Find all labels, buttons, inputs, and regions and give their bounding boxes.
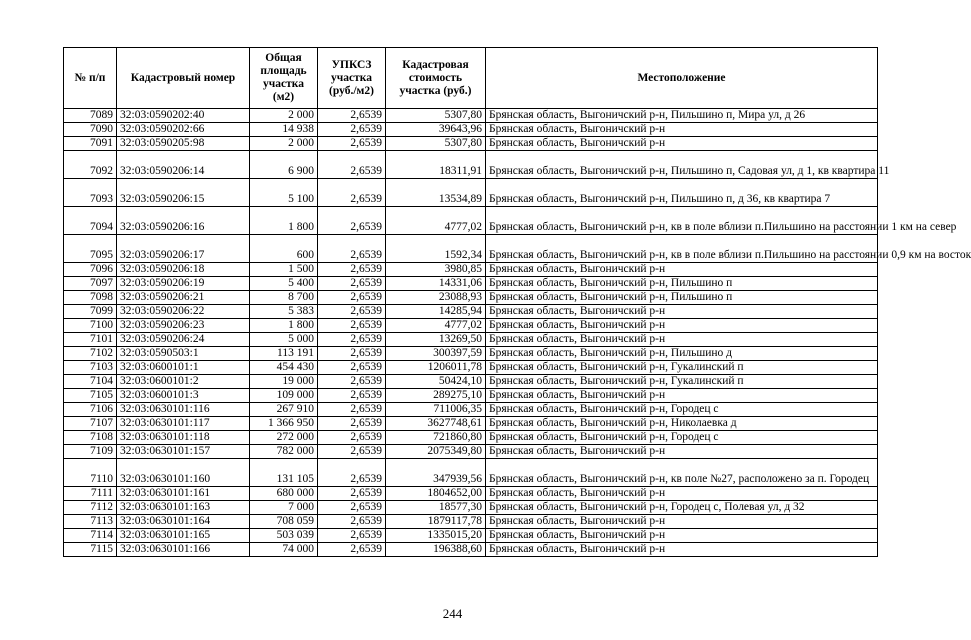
table-row [64, 389, 878, 403]
cell-area: 1 800 [250, 207, 318, 235]
table-row [64, 487, 878, 501]
cell-cadastral-number: 32:03:0590205:98 [117, 137, 250, 151]
cell-location: Брянская область, Выгоничский р-н [486, 333, 878, 347]
table-row [64, 375, 878, 389]
header-upksz: УПКСЗ участка (руб./м2) [318, 48, 386, 109]
cell-cadastral-cost: 711006,35 [386, 403, 486, 417]
cell-location: Брянская область, Выгоничский р-н, Пильшино п [486, 277, 878, 291]
cell-cadastral-cost: 1804652,00 [386, 487, 486, 501]
cell-cadastral-cost: 13534,89 [386, 179, 486, 207]
cell-area: 113 191 [250, 347, 318, 361]
cell-upksz: 2,6539 [318, 501, 386, 515]
cell-area: 5 400 [250, 277, 318, 291]
cell-area: 19 000 [250, 375, 318, 389]
cell-location: Брянская область, Выгоничский р-н, Пильшино п, д 36, кв квартира 7 [486, 179, 878, 207]
cell-cadastral-cost: 4777,02 [386, 207, 486, 235]
cell-location: Брянская область, Выгоничский р-н, Пильшино п [486, 291, 878, 305]
cell-upksz: 2,6539 [318, 137, 386, 151]
cell-cadastral-cost: 1335015,20 [386, 529, 486, 543]
cell-num: 7095 [64, 235, 117, 263]
table-row [64, 291, 878, 305]
cell-cadastral-cost: 18577,30 [386, 501, 486, 515]
cell-location: Брянская область, Выгоничский р-н, кв в поле вблизи п.Пильшино на расстоянии 0,9 км на восток [486, 235, 878, 263]
cell-upksz: 2,6539 [318, 431, 386, 445]
cell-cadastral-cost: 14331,06 [386, 277, 486, 291]
header-cadastral-cost: Кадастровая стоимость участка (руб.) [386, 48, 486, 109]
cell-cadastral-cost: 13269,50 [386, 333, 486, 347]
cell-area: 131 105 [250, 459, 318, 487]
table-row [64, 417, 878, 431]
cell-upksz: 2,6539 [318, 543, 386, 557]
cell-cadastral-number: 32:03:0630101:166 [117, 543, 250, 557]
cell-location: Брянская область, Выгоничский р-н, кв в поле вблизи п.Пильшино на расстоянии 1 км на север [486, 207, 878, 235]
cell-cadastral-number: 32:03:0590206:16 [117, 207, 250, 235]
cell-area: 267 910 [250, 403, 318, 417]
cell-location: Брянская область, Выгоничский р-н, Пильшино п, Садовая ул, д 1, кв квартира 11 [486, 151, 878, 179]
table-row [64, 263, 878, 277]
table-row [64, 123, 878, 137]
cell-cadastral-number: 32:03:0590206:18 [117, 263, 250, 277]
cell-location: Брянская область, Выгоничский р-н [486, 445, 878, 459]
cell-location: Брянская область, Выгоничский р-н [486, 529, 878, 543]
table-row [64, 403, 878, 417]
cell-num: 7104 [64, 375, 117, 389]
header-cadastral-number: Кадастровый номер [117, 48, 250, 109]
cell-cadastral-number: 32:03:0590206:19 [117, 277, 250, 291]
cell-cadastral-number: 32:03:0630101:163 [117, 501, 250, 515]
cell-num: 7113 [64, 515, 117, 529]
cell-upksz: 2,6539 [318, 305, 386, 319]
cell-cadastral-number: 32:03:0630101:116 [117, 403, 250, 417]
cell-location: Брянская область, Выгоничский р-н, Гукалинский п [486, 375, 878, 389]
cell-area: 6 900 [250, 151, 318, 179]
cell-area: 5 383 [250, 305, 318, 319]
cell-cadastral-cost: 1206011,78 [386, 361, 486, 375]
cell-cadastral-cost: 50424,10 [386, 375, 486, 389]
cell-upksz: 2,6539 [318, 361, 386, 375]
cell-area: 14 938 [250, 123, 318, 137]
table-row [64, 235, 878, 263]
cell-area: 8 700 [250, 291, 318, 305]
cell-upksz: 2,6539 [318, 445, 386, 459]
cell-cadastral-number: 32:03:0590206:24 [117, 333, 250, 347]
cell-cadastral-number: 32:03:0630101:164 [117, 515, 250, 529]
cell-area: 708 059 [250, 515, 318, 529]
cell-area: 5 100 [250, 179, 318, 207]
cell-upksz: 2,6539 [318, 487, 386, 501]
table-row [64, 277, 878, 291]
cell-num: 7107 [64, 417, 117, 431]
cell-num: 7101 [64, 333, 117, 347]
table-body [64, 109, 971, 557]
cell-upksz: 2,6539 [318, 515, 386, 529]
cell-cadastral-number: 32:03:0630101:157 [117, 445, 250, 459]
cell-area: 1 366 950 [250, 417, 318, 431]
table-row [64, 305, 878, 319]
cell-cadastral-number: 32:03:0590206:15 [117, 179, 250, 207]
cell-cadastral-number: 32:03:0630101:118 [117, 431, 250, 445]
cell-cadastral-number: 32:03:0590202:40 [117, 109, 250, 123]
header-num: № п/п [64, 48, 117, 109]
cell-upksz: 2,6539 [318, 291, 386, 305]
cell-location: Брянская область, Выгоничский р-н [486, 487, 878, 501]
cell-location: Брянская область, Выгоничский р-н [486, 263, 878, 277]
cell-cadastral-cost: 3980,85 [386, 263, 486, 277]
cell-num: 7100 [64, 319, 117, 333]
table-row [64, 431, 878, 445]
cell-location: Брянская область, Выгоничский р-н [486, 137, 878, 151]
cell-location: Брянская область, Выгоничский р-н [486, 389, 878, 403]
cell-num: 7096 [64, 263, 117, 277]
cell-upksz: 2,6539 [318, 529, 386, 543]
cell-num: 7111 [64, 487, 117, 501]
table-row [64, 445, 878, 459]
cell-num: 7093 [64, 179, 117, 207]
cell-cadastral-number: 32:03:0630101:161 [117, 487, 250, 501]
cell-cadastral-number: 32:03:0590206:22 [117, 305, 250, 319]
cell-num: 7105 [64, 389, 117, 403]
cell-cadastral-number: 32:03:0590503:1 [117, 347, 250, 361]
cell-area: 454 430 [250, 361, 318, 375]
page-number: 244 [442, 606, 463, 621]
cell-cadastral-number: 32:03:0630101:160 [117, 459, 250, 487]
cell-upksz: 2,6539 [318, 207, 386, 235]
cell-cadastral-number: 32:03:0630101:117 [117, 417, 250, 431]
table-row [64, 347, 878, 361]
cell-location: Брянская область, Выгоничский р-н [486, 543, 878, 557]
cell-num: 7099 [64, 305, 117, 319]
cell-num: 7112 [64, 501, 117, 515]
cell-upksz: 2,6539 [318, 277, 386, 291]
cell-num: 7106 [64, 403, 117, 417]
header-area: Общая площадь участка (м2) [250, 48, 318, 109]
cell-cadastral-cost: 196388,60 [386, 543, 486, 557]
cell-area: 272 000 [250, 431, 318, 445]
cell-upksz: 2,6539 [318, 123, 386, 137]
cell-upksz: 2,6539 [318, 151, 386, 179]
cell-num: 7108 [64, 431, 117, 445]
cell-cadastral-number: 32:03:0590206:14 [117, 151, 250, 179]
table-row [64, 543, 878, 557]
table-row [64, 459, 878, 487]
cell-cadastral-number: 32:03:0600101:2 [117, 375, 250, 389]
cell-location: Брянская область, Выгоничский р-н, Городец с, Полевая ул, д 32 [486, 501, 878, 515]
cell-location: Брянская область, Выгоничский р-н [486, 123, 878, 137]
table-row [64, 137, 878, 151]
table-row [64, 109, 878, 123]
cell-upksz: 2,6539 [318, 109, 386, 123]
cell-num: 7103 [64, 361, 117, 375]
table-row [64, 529, 878, 543]
cell-upksz: 2,6539 [318, 375, 386, 389]
table-row [64, 501, 878, 515]
cell-num: 7109 [64, 445, 117, 459]
cell-upksz: 2,6539 [318, 417, 386, 431]
cell-area: 7 000 [250, 501, 318, 515]
cell-cadastral-cost: 721860,80 [386, 431, 486, 445]
header-location: Местоположение [486, 48, 878, 109]
cell-cadastral-cost: 2075349,80 [386, 445, 486, 459]
cell-num: 7115 [64, 543, 117, 557]
cell-area: 680 000 [250, 487, 318, 501]
cell-location: Брянская область, Выгоничский р-н [486, 515, 878, 529]
cell-upksz: 2,6539 [318, 459, 386, 487]
cell-location: Брянская область, Выгоничский р-н, кв поле №27, расположено за п. Городец [486, 459, 878, 487]
cell-cadastral-cost: 3627748,61 [386, 417, 486, 431]
cell-num: 7110 [64, 459, 117, 487]
table-row [64, 151, 878, 179]
table-header-row [64, 48, 878, 109]
cell-cadastral-number: 32:03:0590206:23 [117, 319, 250, 333]
cell-area: 109 000 [250, 389, 318, 403]
cell-upksz: 2,6539 [318, 403, 386, 417]
cell-cadastral-cost: 289275,10 [386, 389, 486, 403]
cell-location: Брянская область, Выгоничский р-н [486, 305, 878, 319]
cell-cadastral-number: 32:03:0590202:66 [117, 123, 250, 137]
cadastral-table [63, 47, 971, 557]
cell-cadastral-cost: 347939,56 [386, 459, 486, 487]
cell-area: 1 500 [250, 263, 318, 277]
cell-upksz: 2,6539 [318, 333, 386, 347]
cell-num: 7092 [64, 151, 117, 179]
cell-num: 7102 [64, 347, 117, 361]
cell-area: 2 000 [250, 109, 318, 123]
cell-location: Брянская область, Выгоничский р-н [486, 319, 878, 333]
cell-upksz: 2,6539 [318, 263, 386, 277]
table-row [64, 179, 878, 207]
cell-cadastral-cost: 1879117,78 [386, 515, 486, 529]
cell-num: 7097 [64, 277, 117, 291]
cell-location: Брянская область, Выгоничский р-н, Гукалинский п [486, 361, 878, 375]
table-row [64, 361, 878, 375]
cell-area: 782 000 [250, 445, 318, 459]
cell-cadastral-cost: 18311,91 [386, 151, 486, 179]
cell-cadastral-cost: 14285,94 [386, 305, 486, 319]
cell-upksz: 2,6539 [318, 389, 386, 403]
table-row [64, 333, 878, 347]
cell-cadastral-number: 32:03:0600101:1 [117, 361, 250, 375]
cell-cadastral-cost: 300397,59 [386, 347, 486, 361]
cell-upksz: 2,6539 [318, 319, 386, 333]
cell-area: 1 800 [250, 319, 318, 333]
cell-area: 74 000 [250, 543, 318, 557]
cell-cadastral-cost: 5307,80 [386, 109, 486, 123]
cell-cadastral-number: 32:03:0590206:21 [117, 291, 250, 305]
cell-num: 7091 [64, 137, 117, 151]
cell-num: 7114 [64, 529, 117, 543]
cell-num: 7094 [64, 207, 117, 235]
cell-cadastral-cost: 39643,96 [386, 123, 486, 137]
table-row [64, 207, 878, 235]
cell-cadastral-cost: 23088,93 [386, 291, 486, 305]
cell-cadastral-number: 32:03:0590206:17 [117, 235, 250, 263]
cell-num: 7089 [64, 109, 117, 123]
cell-cadastral-number: 32:03:0630101:165 [117, 529, 250, 543]
cell-location: Брянская область, Выгоничский р-н, Пильшино п, Мира ул, д 26 [486, 109, 878, 123]
table-row [64, 319, 878, 333]
cell-location: Брянская область, Выгоничский р-н, Пильшино д [486, 347, 878, 361]
cell-cadastral-cost: 5307,80 [386, 137, 486, 151]
cell-cadastral-number: 32:03:0600101:3 [117, 389, 250, 403]
cell-upksz: 2,6539 [318, 347, 386, 361]
cell-cadastral-cost: 1592,34 [386, 235, 486, 263]
cell-area: 600 [250, 235, 318, 263]
cell-num: 7090 [64, 123, 117, 137]
cell-location: Брянская область, Выгоничский р-н, Городец с [486, 403, 878, 417]
cell-cadastral-cost: 4777,02 [386, 319, 486, 333]
table-row [64, 515, 878, 529]
cell-upksz: 2,6539 [318, 179, 386, 207]
cell-location: Брянская область, Выгоничский р-н, Николаевка д [486, 417, 878, 431]
cell-location: Брянская область, Выгоничский р-н, Городец с [486, 431, 878, 445]
cell-area: 2 000 [250, 137, 318, 151]
cell-area: 5 000 [250, 333, 318, 347]
cell-num: 7098 [64, 291, 117, 305]
cell-upksz: 2,6539 [318, 235, 386, 263]
cell-area: 503 039 [250, 529, 318, 543]
